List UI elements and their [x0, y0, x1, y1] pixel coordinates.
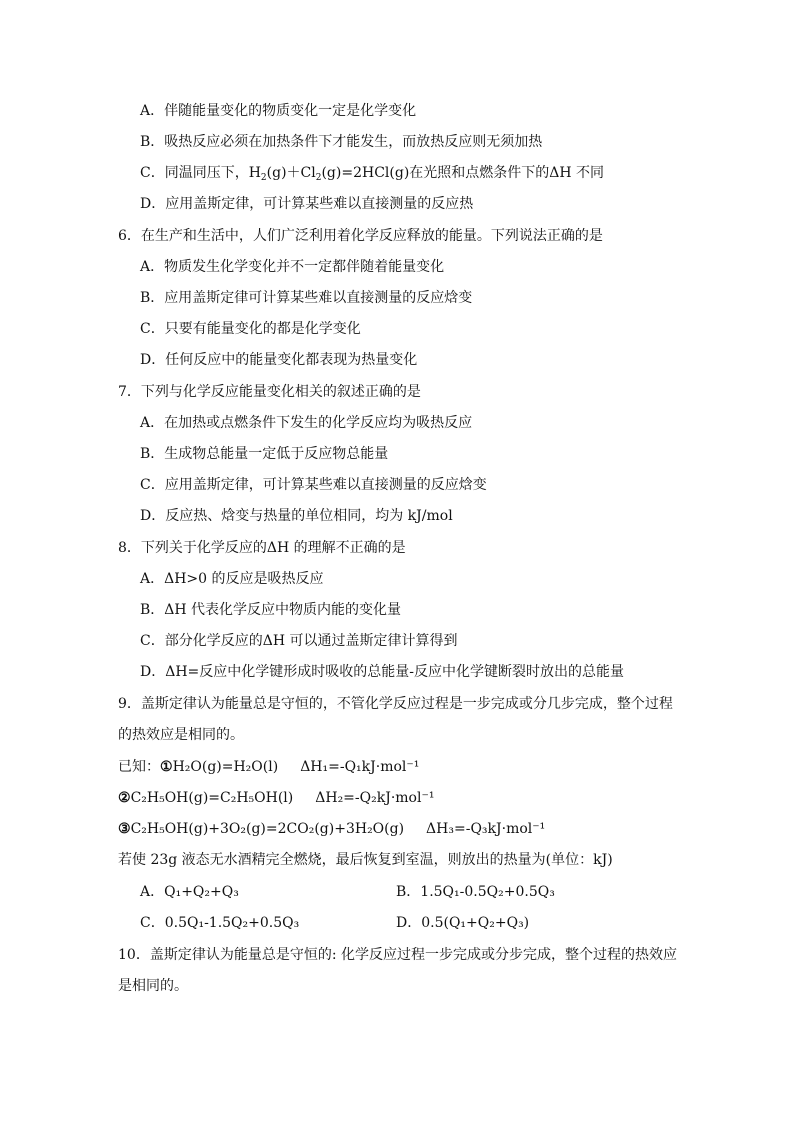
- q9-equation-3: [118, 822, 545, 836]
- q7-option-c: C．应用盖斯定律，可计算某些难以直接测量的反应焓变: [140, 477, 487, 493]
- q10-stem-line1: 10．盖斯定律认为能量总是守恒的: 化学反应过程一步完成或分步完成，整个过程的热效应: [118, 947, 677, 963]
- eq1-reaction: H₂O(g)=H₂O(l): [172, 759, 279, 775]
- q5-option-a: A．伴随能量变化的物质变化一定是化学变化: [140, 103, 417, 119]
- q5-option-c: [140, 165, 605, 183]
- q7-option-a: A．在加热或点燃条件下发生的化学反应均为吸热反应: [140, 415, 473, 431]
- q6-option-b: B．应用盖斯定律可计算某些难以直接测量的反应焓变: [140, 290, 473, 306]
- q9-question: 若使 23g 液态无水酒精完全燃烧，最后恢复到室温，则放出的热量为(单位：kJ): [118, 852, 613, 868]
- q9-equation-1: [118, 760, 419, 774]
- q8-option-d: D．ΔH=反应中化学键形成时吸收的总能量-反应中化学键断裂时放出的总能量: [140, 664, 625, 680]
- q5-c-h2-subscript: 2: [260, 173, 267, 183]
- q6-option-d: D．任何反应中的能量变化都表现为热量变化: [140, 352, 418, 368]
- q5-c-rest: (g)=2HCl(g)在光照和点燃条件下的ΔH 不同: [321, 165, 605, 181]
- q9-stem-line2: 的热效应是相同的。: [118, 727, 244, 743]
- q7-option-d: D．反应热、焓变与热量的单位相同，均为 kJ/mol: [140, 508, 453, 524]
- eq3-enthalpy: ΔH₃=-Q₃kJ·mol⁻¹: [426, 821, 546, 837]
- q10-stem-line2: 是相同的。: [118, 978, 188, 994]
- eq2-enthalpy: ΔH₂=-Q₂kJ·mol⁻¹: [315, 790, 435, 806]
- q5-c-prefix: C．同温同压下，H: [140, 165, 261, 181]
- circled-number-2: ②: [118, 790, 131, 806]
- eq2-reaction: C₂H₅OH(g)=C₂H₅OH(l): [130, 790, 294, 806]
- circled-number-3: ③: [118, 821, 131, 837]
- q8-option-b: B．ΔH 代表化学反应中物质内能的变化量: [140, 602, 402, 618]
- q5-option-b: B．吸热反应必须在加热条件下才能发生，而放热反应则无须加热: [140, 134, 543, 150]
- eq1-enthalpy: ΔH₁=-Q₁kJ·mol⁻¹: [300, 759, 420, 775]
- q7-stem: 7．下列与化学反应能量变化相关的叙述正确的是: [118, 384, 421, 400]
- q9-option-b: B．1.5Q₁-0.5Q₂+0.5Q₃: [396, 884, 555, 900]
- q9-equation-2: [118, 791, 434, 805]
- q6-option-a: A．物质发生化学变化并不一定都伴随着能量变化: [140, 259, 445, 275]
- q5-option-d: D．应用盖斯定律，可计算某些难以直接测量的反应热: [140, 196, 474, 212]
- q8-option-a: A．ΔH>0 的反应是吸热反应: [140, 571, 324, 587]
- q8-stem: 8．下列关于化学反应的ΔH 的理解不正确的是: [118, 540, 406, 556]
- q9-option-d: D．0.5(Q₁+Q₂+Q₃): [396, 915, 530, 931]
- q6-stem: 6．在生产和生活中，人们广泛利用着化学反应释放的能量。下列说法正确的是: [118, 228, 603, 244]
- q9-option-c: C．0.5Q₁-1.5Q₂+0.5Q₃: [140, 915, 300, 931]
- q8-option-c: C．部分化学反应的ΔH 可以通过盖斯定律计算得到: [140, 633, 458, 649]
- q6-option-c: C．只要有能量变化的都是化学变化: [140, 321, 361, 337]
- eq3-reaction: C₂H₅OH(g)+3O₂(g)=2CO₂(g)+3H₂O(g): [130, 821, 405, 837]
- q7-option-b: B．生成物总能量一定低于反应物总能量: [140, 446, 389, 462]
- known-label: 已知：: [118, 759, 160, 775]
- q9-option-a: A．Q₁+Q₂+Q₃: [140, 884, 239, 900]
- q5-c-cl2-subscript: 2: [315, 173, 322, 183]
- circled-number-1: ①: [160, 759, 173, 775]
- q9-stem-line1: 9．盖斯定律认为能量总是守恒的，不管化学反应过程是一步完成或分几步完成，整个过程: [118, 696, 673, 712]
- q5-c-middle: (g)＋Cl: [266, 165, 316, 181]
